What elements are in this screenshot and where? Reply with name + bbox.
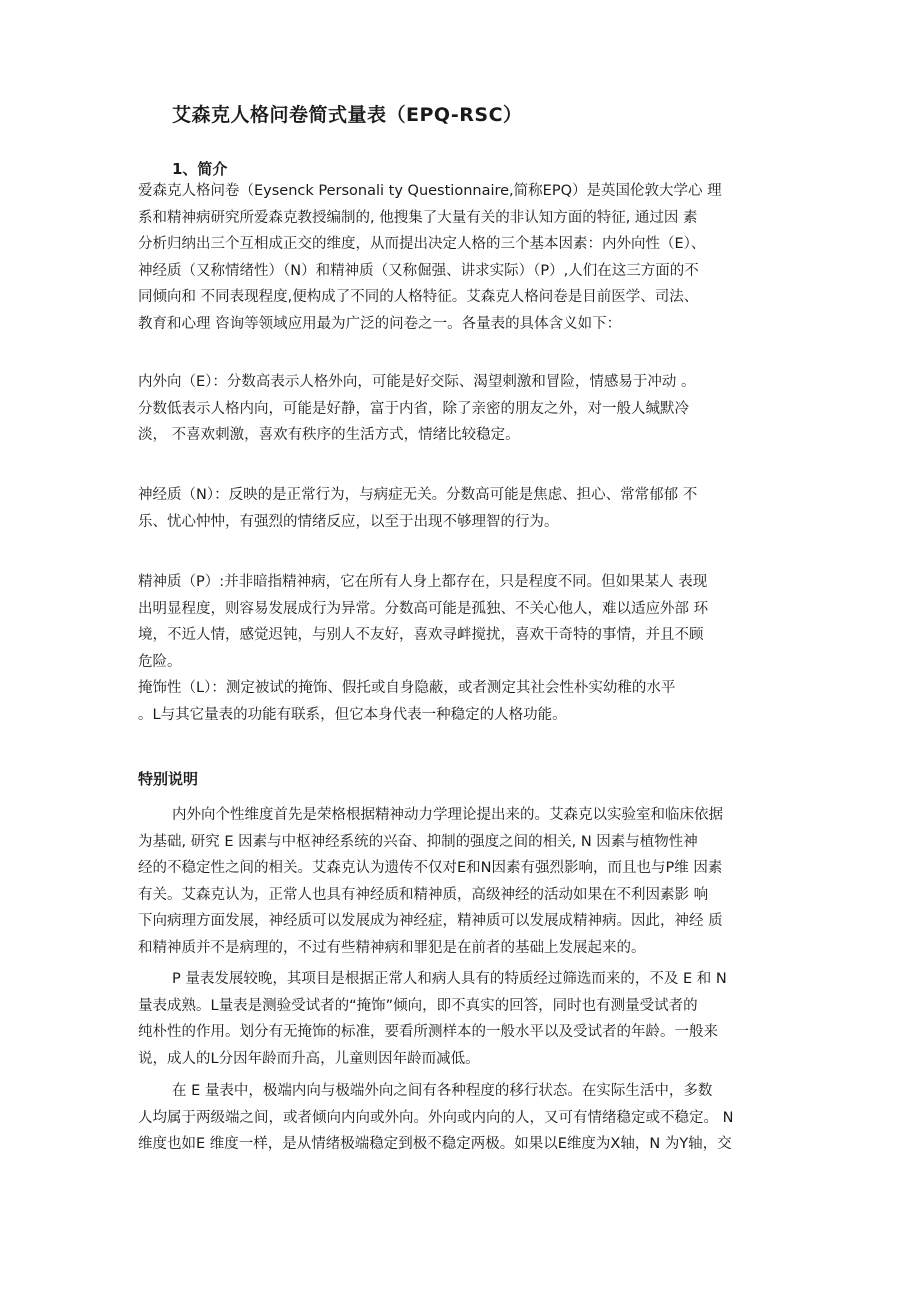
text-line: 境，不近人情，感觉迟钝，与别人不友好，喜欢寻衅搅扰，喜欢干奇特的事情，并且不顾 <box>138 627 704 644</box>
text-line: 维度也如E 维度一样，是从情绪极端稳定到极不稳定两极。如果以E维度为X轴，N 为Y轴，交 <box>138 1136 732 1153</box>
text-line: 危险。 <box>138 653 182 670</box>
special-paragraph-2 <box>138 966 798 1072</box>
text-line: 经的不稳定性之间的相关。艾森克认为遗传不仅对E和N因素有强烈影响，而且也与P维 因素 <box>138 860 723 877</box>
text-line: 精神质（P）:并非暗指精神病，它在所有人身上都存在，只是程度不同。但如果某人 表现 <box>138 574 708 590</box>
text-line: 纯朴性的作用。划分有无掩饰的标准，要看所测样本的一般水平以及受试者的年龄。一般来 <box>138 1024 718 1041</box>
text-line: 在 E 量表中，极端内向与极端外向之间有各种程度的移行状态。在实际生活中，多数 <box>172 1083 713 1099</box>
text-line: 出明显程度，则容易发展成行为异常。分数高可能是孤独、不关心他人，难以适应外部 环 <box>138 600 709 617</box>
text-line: 为基础, 研究 E 因素与中枢神经系统的兴奋、抑制的强度之间的相关, N 因素与植物性神 <box>138 833 698 850</box>
p-l-scale-paragraph <box>138 569 798 729</box>
intro-paragraph <box>138 178 798 338</box>
text-line: 分析归纳出三个互相成正交的维度，从而提出决定人格的三个基本因素：内外向性（E）、 <box>138 236 706 253</box>
text-line: 。L与其它量表的功能有联系，但它本身代表一种稳定的人格功能。 <box>138 706 567 723</box>
special-paragraph-3 <box>138 1078 798 1158</box>
text-line: 说，成人的L分因年龄而升高，儿童则因年龄而减低。 <box>138 1050 480 1067</box>
text-line: 内外向（E）：分数高表示人格外向，可能是好交际、渴望刺激和冒险，情感易于冲动 。 <box>138 374 696 390</box>
text-line: 和精神质并不是病理的，不过有些精神病和罪犯是在前者的基础上发展起来的。 <box>138 939 646 956</box>
text-line: 掩饰性（L）：测定被试的掩饰、假托或自身隐蔽，或者测定其社会性朴实幼稚的水平 <box>138 680 676 697</box>
text-line: 量表成熟。L量表是测验受试者的“掩饰”倾向，即不真实的回答，同时也有测量受试者的 <box>138 997 698 1014</box>
text-line: 教育和心理 咨询等领域应用最为广泛的问卷之一。各量表的具体含义如下： <box>138 315 622 332</box>
document-title: 艾森克人格问卷简式量表（EPQ-RSC） <box>172 104 523 126</box>
text-line: 系和精神病研究所爱森克教授编制的, 他搜集了大量有关的非认知方面的特征, 通过因 素 <box>138 209 698 226</box>
text-line: 神经质（N）：反映的是正常行为，与病症无关。分数高可能是焦虑、担心、常常郁郁 不 <box>138 487 698 503</box>
text-line: P 量表发展较晚，其项目是根据正常人和病人具有的特质经过筛选而来的，不及 E 和 N <box>172 971 727 987</box>
text-line: 爱森克人格问卷（Eysenck Personali ty Questionnaire,简称EPQ）是英国伦敦大学心 理 <box>138 183 722 199</box>
e-scale-paragraph <box>138 369 798 449</box>
intro-heading: 1、简介 <box>172 160 228 178</box>
n-scale-paragraph <box>138 482 798 535</box>
text-line: 神经质（又称情绪性）（N）和精神质（又称倔强、讲求实际）（P）,人们在这三方面的不 <box>138 262 699 279</box>
text-line: 分数低表示人格内向，可能是好静，富于内省，除了亲密的朋友之外，对一般人缄默冷 <box>138 400 689 417</box>
special-heading: 特别说明 <box>138 770 199 788</box>
text-line: 乐、忧心忡忡，有强烈的情绪反应，以至于出现不够理智的行为。 <box>138 513 559 530</box>
text-line: 淡， 不喜欢刺激，喜欢有秩序的生活方式，情绪比较稳定。 <box>138 427 520 444</box>
text-line: 下向病理方面发展，神经质可以发展成为神经症，精神质可以发展成精神病。因此，神经 质 <box>138 913 723 930</box>
special-paragraph-1 <box>138 802 798 962</box>
text-line: 有关。艾森克认为，正常人也具有神经质和精神质，高级神经的活动如果在不利因素影 响 <box>138 886 709 903</box>
text-line: 同倾向和 不同表现程度,便构成了不同的人格特征。艾森克人格问卷是目前医学、司法、 <box>138 289 699 306</box>
text-line: 内外向个性维度首先是荣格根据精神动力学理论提出来的。艾森克以实验室和临床依据 <box>172 807 723 823</box>
text-line: 人均属于两级端之间，或者倾向内向或外向。外向或内向的人，又可有情绪稳定或不稳定。 N <box>138 1109 734 1126</box>
